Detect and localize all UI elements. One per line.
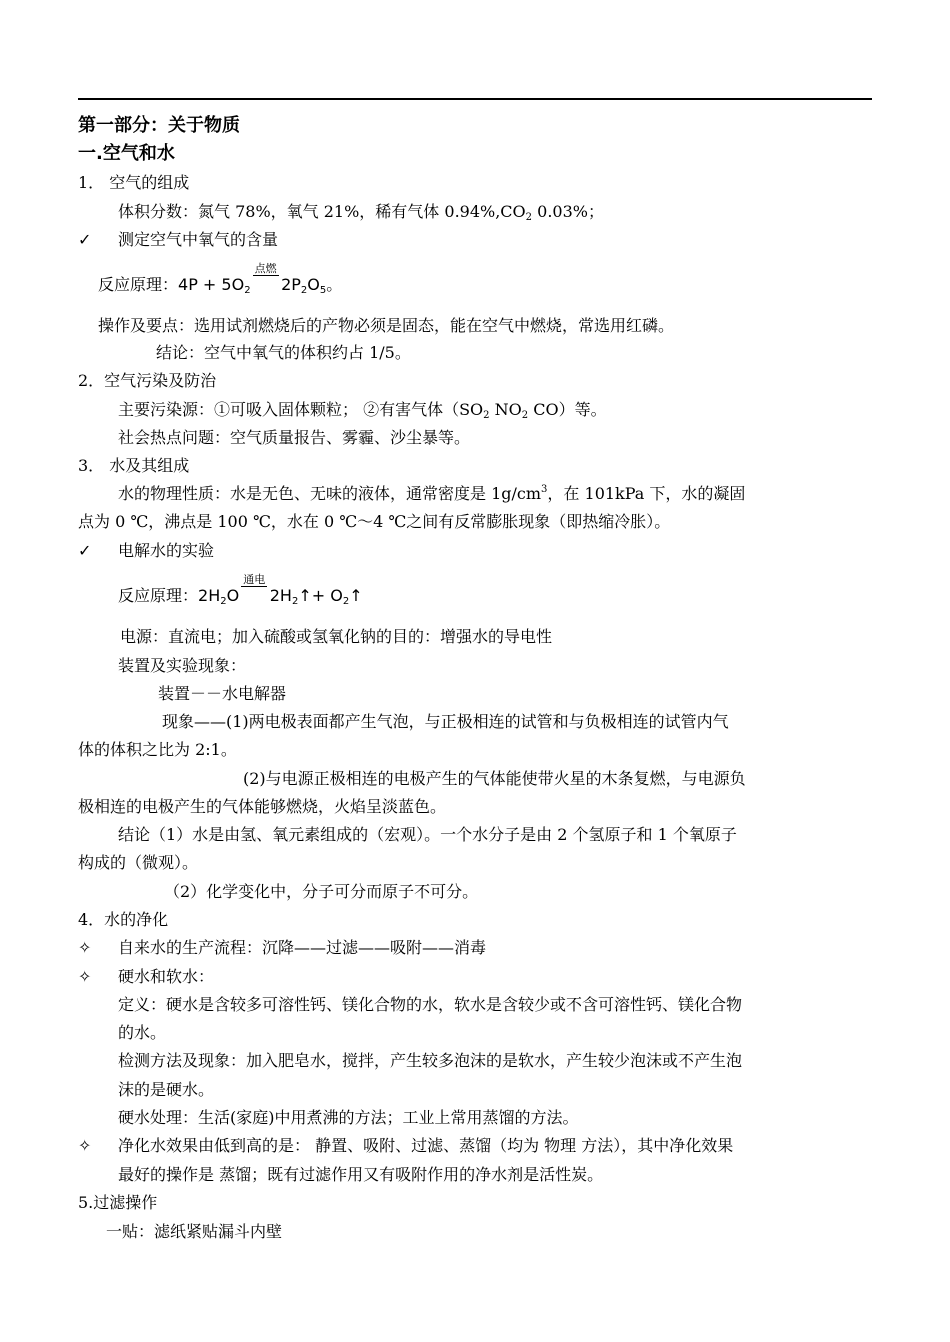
power-supply: 电源：直流电；加入硫酸或氢氧化钠的目的：增强水的导电性 [120,627,553,646]
detection-line2: 沫的是硬水。 [118,1080,215,1099]
reaction-condition-ignite: 点燃 [254,262,277,275]
section4-title: 4．水的净化 [78,910,169,929]
checklist-electrolysis [78,541,214,561]
definition-line2: 的水。 [118,1023,167,1042]
detection-line1: 检测方法及现象：加入肥皂水，搅拌，产生较多泡沫的是软水，产生较少泡沫或不产生泡 [118,1051,743,1070]
conclusion1-line2: 构成的（微观）。 [78,853,199,872]
reaction-electrolysis: 反应原理：$2H_2O$ 通电 $2H_2↑+$ $O_2↑$ [118,573,363,607]
checklist-oxygen-content [78,230,278,250]
air-volume-fraction: 体积分数：氮气 78%，氧气 21%，稀有气体 $0.94\%,CO_2$ 0.03%； [118,202,604,223]
phenomenon2-line2: 极相连的电极产生的气体能够燃烧，火焰呈淡蓝色。 [78,797,447,816]
device-name: 装置－－水电解器 [158,684,287,703]
section5-title: 5.过滤操作 [78,1193,158,1212]
section2-title: 2．空气污染及防治 [78,371,217,390]
purification-line2: 最好的操作是 蒸馏；既有过滤作用又有吸附作用的净水剂是活性炭。 [118,1165,604,1184]
water-physical-properties-line1: 水的物理性质：水是无色、无味的液体，通常密度是 $1g/cm^3$，在 101kPa 下，水的凝固 [118,484,746,503]
conclusion2: （2）化学变化中，分子可分而原子不可分。 [164,882,479,901]
check-icon: ✓ [78,230,92,249]
check-title: 电解水的实验 [118,541,215,560]
check-icon: ✓ [78,541,92,560]
pollution-sources: 主要污染源：①可吸入固体颗粒； ②有害气体（$SO_2$ $NO_2$ CO）等。 [118,400,607,421]
operation-points: 操作及要点：选用试剂燃烧后的产物必须是固态，能在空气中燃烧，常选用红磷。 [98,316,675,335]
diamond-bullet-icon: ✧ [78,938,92,957]
section3-title: 3． 水及其组成 [78,456,190,475]
bullet-hard-soft-water: ✧ 硬水和软水： [78,967,215,986]
filtration-item1: 一贴：滤纸紧贴漏斗内壁 [106,1222,283,1241]
social-hot-issues: 社会热点问题：空气质量报告、雾霾、沙尘暴等。 [118,428,471,447]
bullet-purification-order: ✧ 净化水效果由低到高的是： 静置、吸附、过滤、蒸馏（均为 物理 方法），其中净化效果 [78,1136,734,1155]
water-physical-properties-line2: 点为 0 ℃，沸点是 100 ℃，水在 0 ℃～4 ℃之间有反常膨胀现象（即热缩冷胀）。 [78,512,671,531]
bullet-water-flow: ✧ 自来水的生产流程：沉降——过滤——吸附——消毒 [78,938,487,957]
phenomenon1-line2: 体的体积之比为 2:1。 [78,740,237,759]
header-rule [78,98,872,100]
diamond-bullet-icon: ✧ [78,1136,92,1155]
conclusion1-line1: 结论（1）水是由氢、氧元素组成的（宏观）。一个水分子是由 2 个氢原子和 1 个氧原子 [118,825,737,844]
device-title: 装置及实验现象： [118,656,247,675]
phenomenon1-line1: 现象——(1)两电极表面都产生气泡，与正极相连的试管和与负极相连的试管内气 [162,712,729,731]
hard-water-treatment: 硬水处理：生活(家庭)中用煮沸的方法；工业上常用蒸馏的方法。 [118,1108,579,1127]
diamond-bullet-icon: ✧ [78,967,92,986]
conclusion-oxygen: 结论：空气中氧气的体积约占 1/5。 [156,343,411,362]
reaction-phosphorus: 反应原理：$4P + 5O_2$ 点燃 $2P_2O_5$。 [98,262,343,296]
section1-title: 1． 空气的组成 [78,173,190,192]
reaction-condition-current: 通电 [243,573,266,586]
heading-part-one: 第一部分：关于物质 [78,115,240,136]
heading-air-water: 一.空气和水 [78,143,175,164]
check-title: 测定空气中氧气的含量 [118,230,279,249]
definition-line1: 定义：硬水是含较多可溶性钙、镁化合物的水，软水是含较少或不含可溶性钙、镁化合物 [118,995,743,1014]
phenomenon2-line1: (2)与电源正极相连的电极产生的气体能使带火星的木条复燃，与电源负 [243,769,746,788]
